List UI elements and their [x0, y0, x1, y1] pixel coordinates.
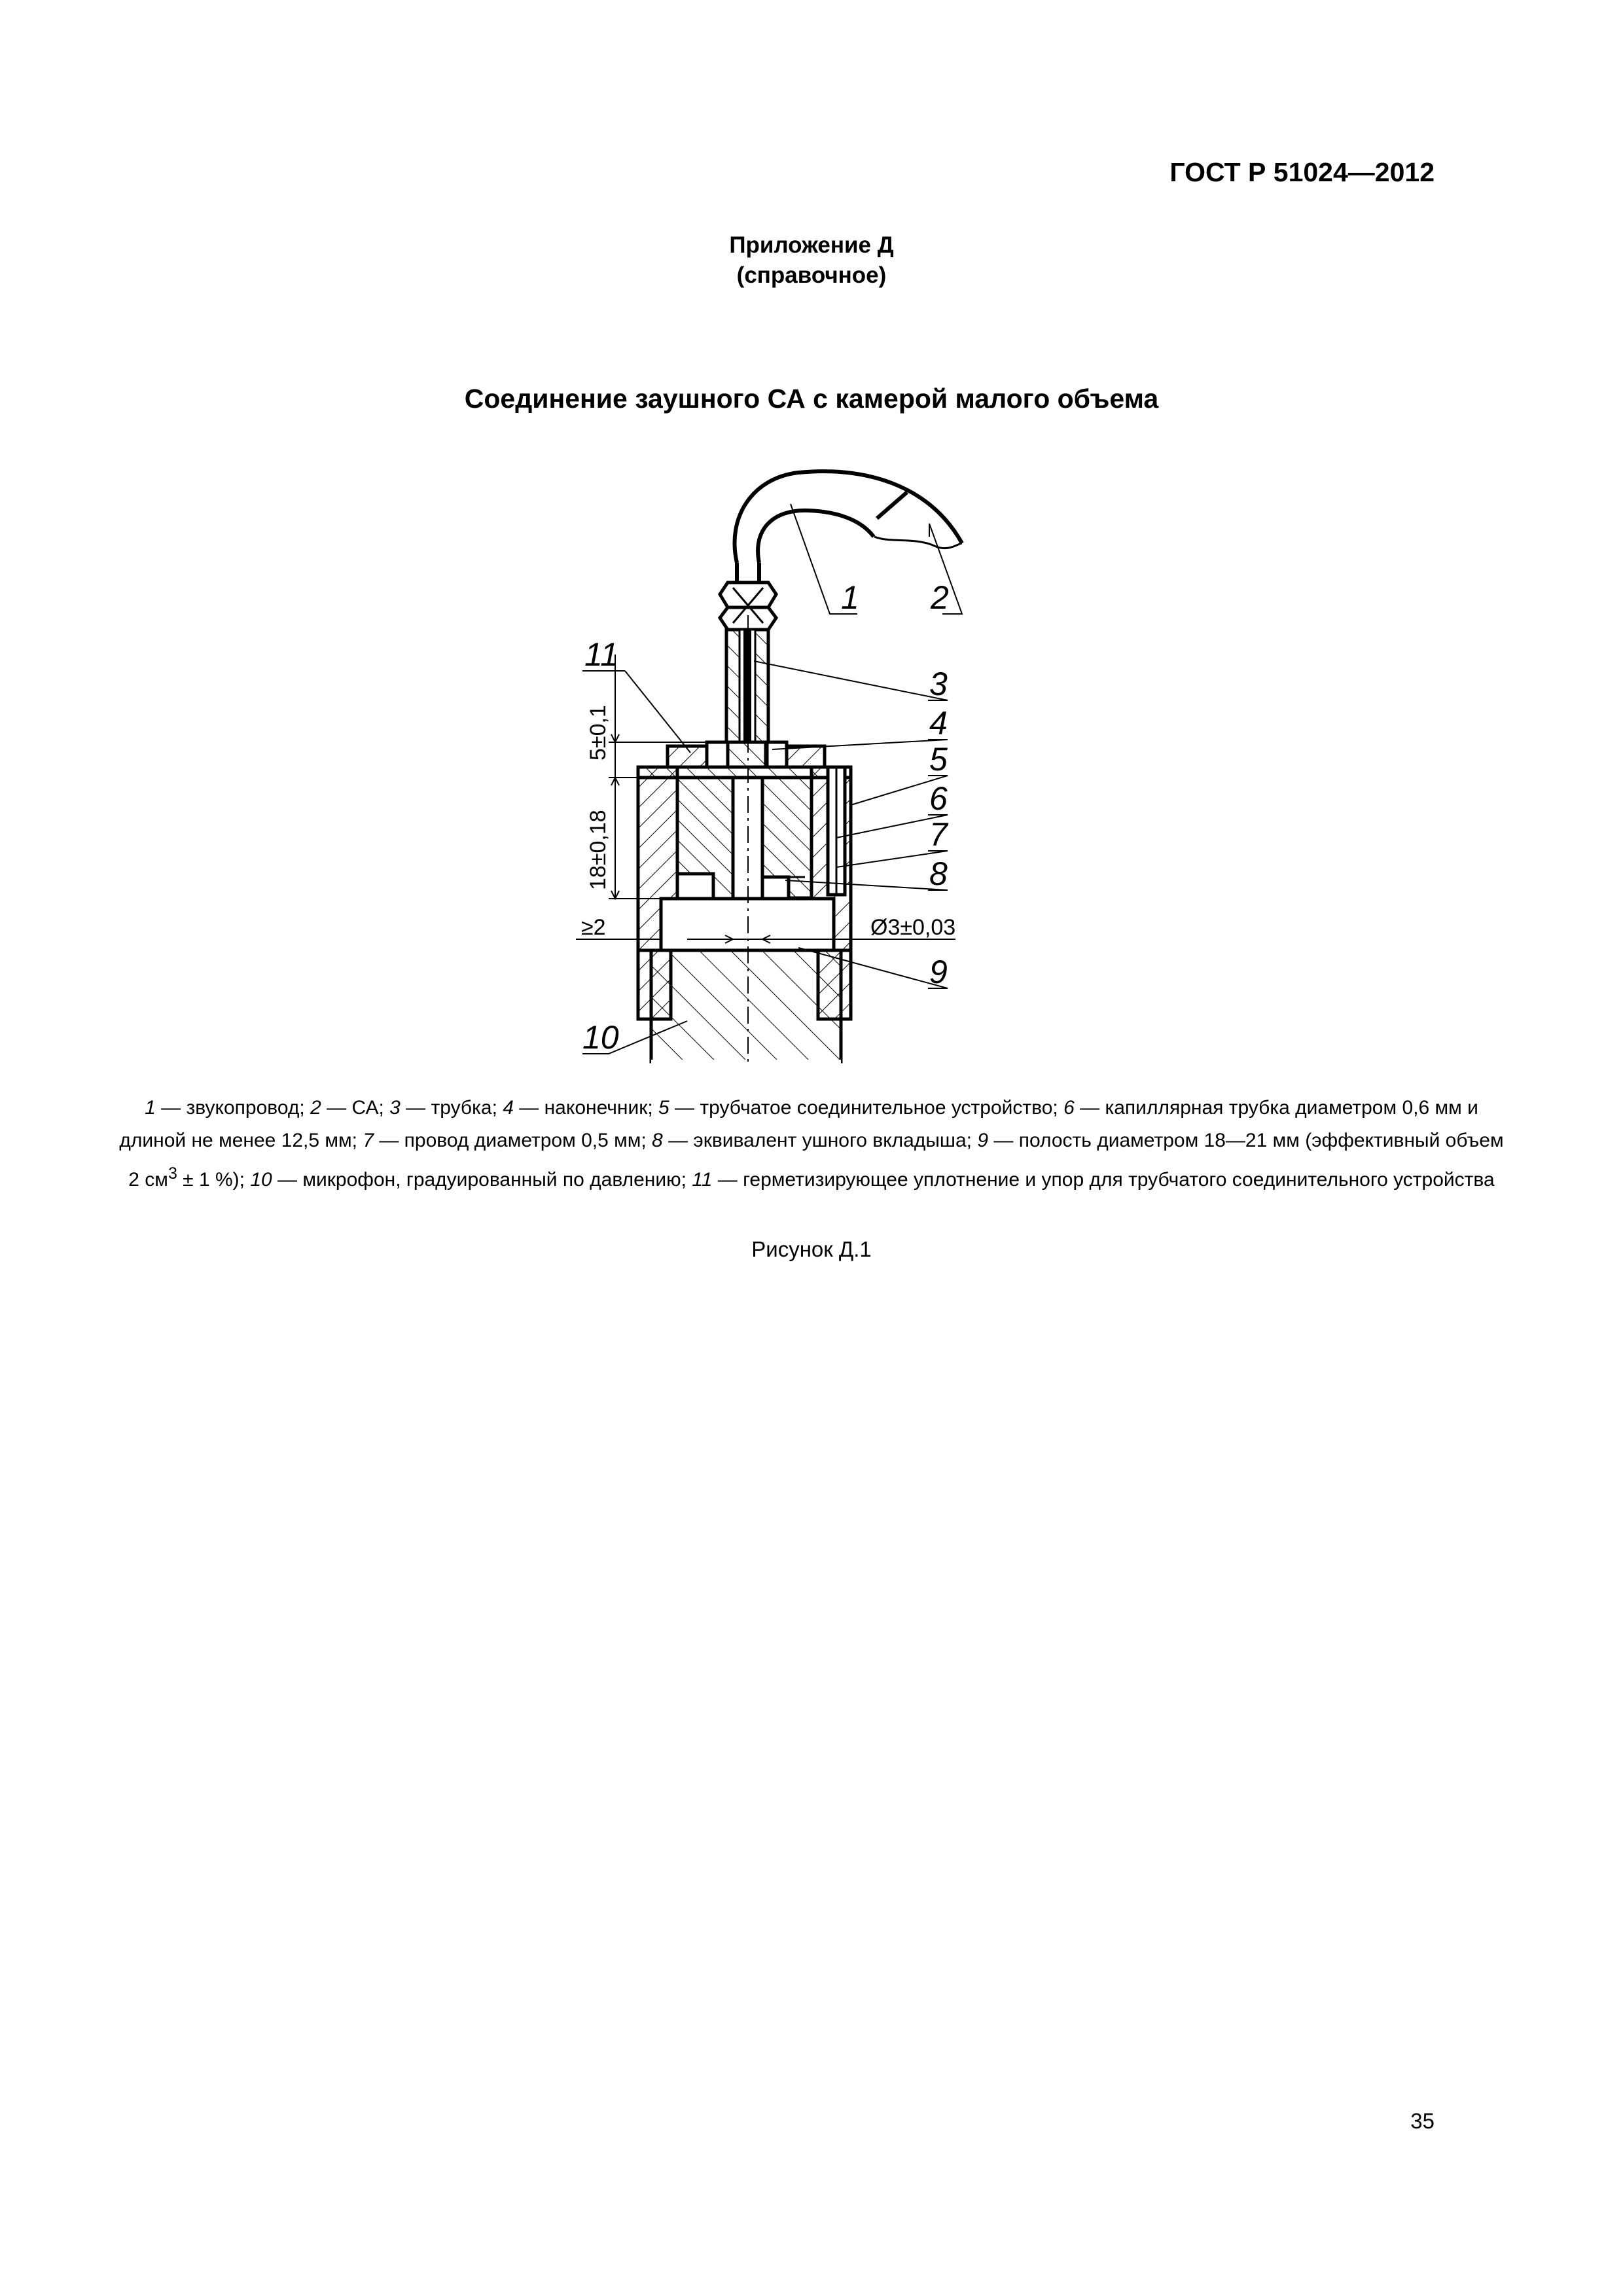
legend-text: — полость диаметром 18—21 мм (эффективный объем 2 см — [128, 1130, 1504, 1191]
dim-18: 18±0,18 — [586, 810, 611, 890]
callout-3: 3 — [929, 666, 948, 702]
callout-11: 11 — [584, 636, 618, 673]
legend-text: — капиллярная трубка диаметром 0,6 мм и длиной не менее 12,5 мм; — [119, 1097, 1478, 1151]
legend-num: 5 — [658, 1097, 669, 1119]
legend-superscript: 3 — [168, 1164, 177, 1183]
callout-8: 8 — [929, 855, 948, 892]
legend-text: — провод диаметром 0,5 мм; — [374, 1130, 652, 1151]
figure-caption: Рисунок Д.1 — [751, 1237, 872, 1261]
legend-num: 4 — [503, 1097, 514, 1119]
dim-ge2: ≥2 — [581, 915, 606, 940]
callout-9: 9 — [929, 954, 948, 990]
figure-legend — [118, 1092, 1505, 1196]
callout-6: 6 — [929, 780, 948, 817]
legend-text: — микрофон, градуированный по давлению; — [272, 1169, 692, 1191]
legend-num: 1 — [145, 1097, 156, 1119]
legend-text: — звукопровод; — [155, 1097, 311, 1119]
dim-5: 5±0,1 — [586, 705, 611, 761]
technical-drawing — [537, 458, 1126, 1126]
legend-num: 9 — [977, 1130, 989, 1151]
legend-num: 6 — [1063, 1097, 1075, 1119]
callout-10: 10 — [582, 1019, 619, 1056]
legend-num: 10 — [250, 1169, 272, 1191]
callout-5: 5 — [929, 741, 948, 778]
callout-7: 7 — [929, 816, 948, 853]
appendix-title: Приложение Д — [729, 232, 894, 258]
appendix-status: (справочное) — [736, 262, 887, 288]
legend-num: 11 — [692, 1169, 713, 1191]
callout-1: 1 — [841, 579, 859, 616]
appendix-heading — [0, 230, 1623, 291]
page-number: 35 — [1410, 2109, 1435, 2133]
legend-text: — наконечник; — [513, 1097, 659, 1119]
standard-number: ГОСТ Р 51024—2012 — [1169, 157, 1435, 187]
legend-text: — эквивалент ушного вкладыша; — [662, 1130, 978, 1151]
legend-text: ± 1 %); — [177, 1169, 251, 1191]
legend-text: — герметизирующее уплотнение и упор для трубчатого соединительного устройства — [712, 1169, 1495, 1191]
legend-text: — СА; — [321, 1097, 390, 1119]
callout-2: 2 — [931, 579, 949, 616]
legend-num: 2 — [310, 1097, 321, 1119]
legend-text: — трубка; — [400, 1097, 503, 1119]
legend-num: 3 — [389, 1097, 401, 1119]
legend-num: 7 — [363, 1130, 374, 1151]
dim-diam3: Ø3±0,03 — [870, 915, 956, 940]
figure-title: Соединение заушного СА с камерой малого объема — [464, 384, 1159, 414]
coupler-body — [638, 767, 851, 950]
legend-text: — трубчатое соединительное устройство; — [669, 1097, 1064, 1119]
legend-num: 8 — [652, 1130, 663, 1151]
callout-4: 4 — [929, 705, 948, 742]
microphone — [638, 950, 851, 1062]
sound-tube-hook — [734, 471, 962, 583]
